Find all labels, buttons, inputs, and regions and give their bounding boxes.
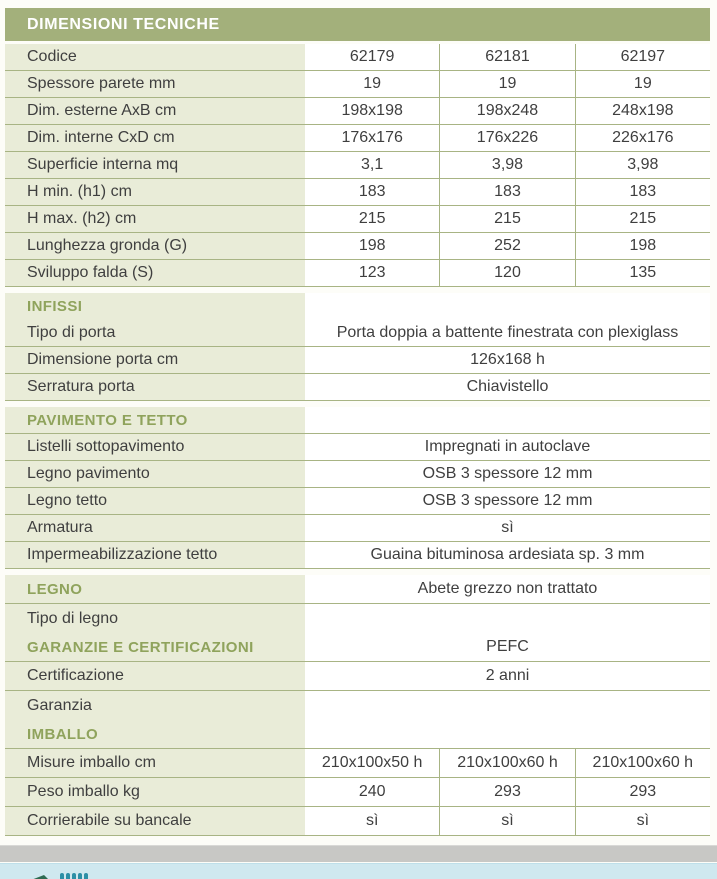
row-value: sì (575, 807, 710, 835)
row-value: sì (439, 807, 574, 835)
row-label: Armatura (5, 515, 305, 541)
row-value: 3,98 (575, 152, 710, 178)
row-value: 210x100x60 h (575, 749, 710, 777)
table-row (5, 691, 710, 720)
fence-bar (72, 873, 76, 879)
row-value: 198 (575, 233, 710, 259)
fence-bar (60, 873, 64, 879)
row-label: Sviluppo falda (S) (5, 260, 305, 286)
row-value: 19 (575, 71, 710, 97)
fence-icon-partial (60, 873, 88, 879)
row-value: sì (305, 515, 710, 541)
row-value: 2 anni (305, 662, 710, 690)
row-label: Dim. interne CxD cm (5, 125, 305, 151)
row-label: Misure imballo cm (5, 749, 305, 777)
row-label: Superficie interna mq (5, 152, 305, 178)
table-row (5, 542, 710, 569)
table-body (5, 44, 710, 836)
row-value: 176x176 (305, 125, 439, 151)
row-value: 215 (575, 206, 710, 232)
section-header-value (305, 720, 710, 748)
section-title: LEGNO (5, 575, 305, 603)
row-value: Chiavistello (305, 374, 710, 400)
table-row (5, 44, 710, 71)
row-value: 135 (575, 260, 710, 286)
section-header-row (5, 407, 710, 434)
row-value: 183 (439, 179, 574, 205)
table-row (5, 807, 710, 836)
section-title: INFISSI (5, 293, 305, 320)
fence-bar (66, 873, 70, 879)
row-value: 293 (439, 778, 574, 806)
table-row (5, 778, 710, 807)
table-row (5, 604, 710, 633)
row-label: H max. (h2) cm (5, 206, 305, 232)
row-value: 3,98 (439, 152, 574, 178)
row-label: Dimensione porta cm (5, 347, 305, 373)
row-label: Garanzia (5, 691, 305, 720)
row-label: Legno pavimento (5, 461, 305, 487)
row-value: 210x100x50 h (305, 749, 439, 777)
row-label: Corrierabile su bancale (5, 807, 305, 835)
row-value: 215 (305, 206, 439, 232)
row-value: 198x248 (439, 98, 574, 124)
row-value: 120 (439, 260, 574, 286)
section-header-value (305, 407, 710, 433)
row-label: Impermeabilizzazione tetto (5, 542, 305, 568)
row-label: Lunghezza gronda (G) (5, 233, 305, 259)
row-label: Tipo di legno (5, 604, 305, 633)
row-label: Certificazione (5, 662, 305, 690)
fence-bar (78, 873, 82, 879)
row-value: Impregnati in autoclave (305, 434, 710, 460)
table-title: DIMENSIONI TECNICHE (27, 15, 220, 33)
section-header-row (5, 720, 710, 749)
table-row (5, 152, 710, 179)
section-header-value (305, 293, 710, 320)
row-label: Listelli sottopavimento (5, 434, 305, 460)
row-value: 248x198 (575, 98, 710, 124)
section-title: GARANZIE E CERTIFICAZIONI (5, 633, 305, 661)
row-label: Peso imballo kg (5, 778, 305, 806)
table-row (5, 662, 710, 691)
table-row (5, 233, 710, 260)
row-value: 252 (439, 233, 574, 259)
row-value: 3,1 (305, 152, 439, 178)
row-label: Legno tetto (5, 488, 305, 514)
row-value: Guaina bituminosa ardesiata sp. 3 mm (305, 542, 710, 568)
row-label: Dim. esterne AxB cm (5, 98, 305, 124)
table-row (5, 206, 710, 233)
table-row (5, 374, 710, 401)
row-value (305, 604, 710, 633)
table-row (5, 488, 710, 515)
row-value: 183 (575, 179, 710, 205)
row-value: 62197 (575, 44, 710, 70)
row-value: 62179 (305, 44, 439, 70)
table-row (5, 320, 710, 347)
roof-icon-partial (18, 873, 48, 879)
row-value: 215 (439, 206, 574, 232)
table-row (5, 179, 710, 206)
row-value: Porta doppia a battente finestrata con plexiglass (305, 320, 710, 346)
row-value: 126x168 h (305, 347, 710, 373)
section-header-row (5, 293, 710, 320)
table-row (5, 434, 710, 461)
table-title-bar (5, 8, 710, 41)
table-row (5, 125, 710, 152)
row-value: 240 (305, 778, 439, 806)
row-value: OSB 3 spessore 12 mm (305, 461, 710, 487)
row-value: 176x226 (439, 125, 574, 151)
row-value: sì (305, 807, 439, 835)
row-value: 183 (305, 179, 439, 205)
section-header-value: PEFC (305, 633, 710, 661)
row-value: 19 (439, 71, 574, 97)
table-row (5, 749, 710, 778)
section-header-value: Abete grezzo non trattato (305, 575, 710, 603)
section-title: IMBALLO (5, 720, 305, 748)
row-value (305, 691, 710, 720)
row-value: 198x198 (305, 98, 439, 124)
table-row (5, 71, 710, 98)
row-value: 123 (305, 260, 439, 286)
footer-blue-strip (0, 863, 717, 879)
row-label: Codice (5, 44, 305, 70)
table-row (5, 260, 710, 287)
row-value: 19 (305, 71, 439, 97)
fence-bar (84, 873, 88, 879)
row-value: 293 (575, 778, 710, 806)
row-label: Tipo di porta (5, 320, 305, 346)
table-row (5, 347, 710, 374)
row-label: H min. (h1) cm (5, 179, 305, 205)
section-header-row (5, 575, 710, 604)
row-label: Spessore parete mm (5, 71, 305, 97)
row-value: 226x176 (575, 125, 710, 151)
table-row (5, 98, 710, 125)
row-value: 62181 (439, 44, 574, 70)
row-value: 198 (305, 233, 439, 259)
footer-gray-bar (0, 845, 717, 862)
spec-table (5, 8, 710, 836)
table-row (5, 515, 710, 542)
section-header-row (5, 633, 710, 662)
row-label: Serratura porta (5, 374, 305, 400)
row-value: 210x100x60 h (439, 749, 574, 777)
row-value: OSB 3 spessore 12 mm (305, 488, 710, 514)
table-row (5, 461, 710, 488)
section-title: PAVIMENTO E TETTO (5, 407, 305, 433)
